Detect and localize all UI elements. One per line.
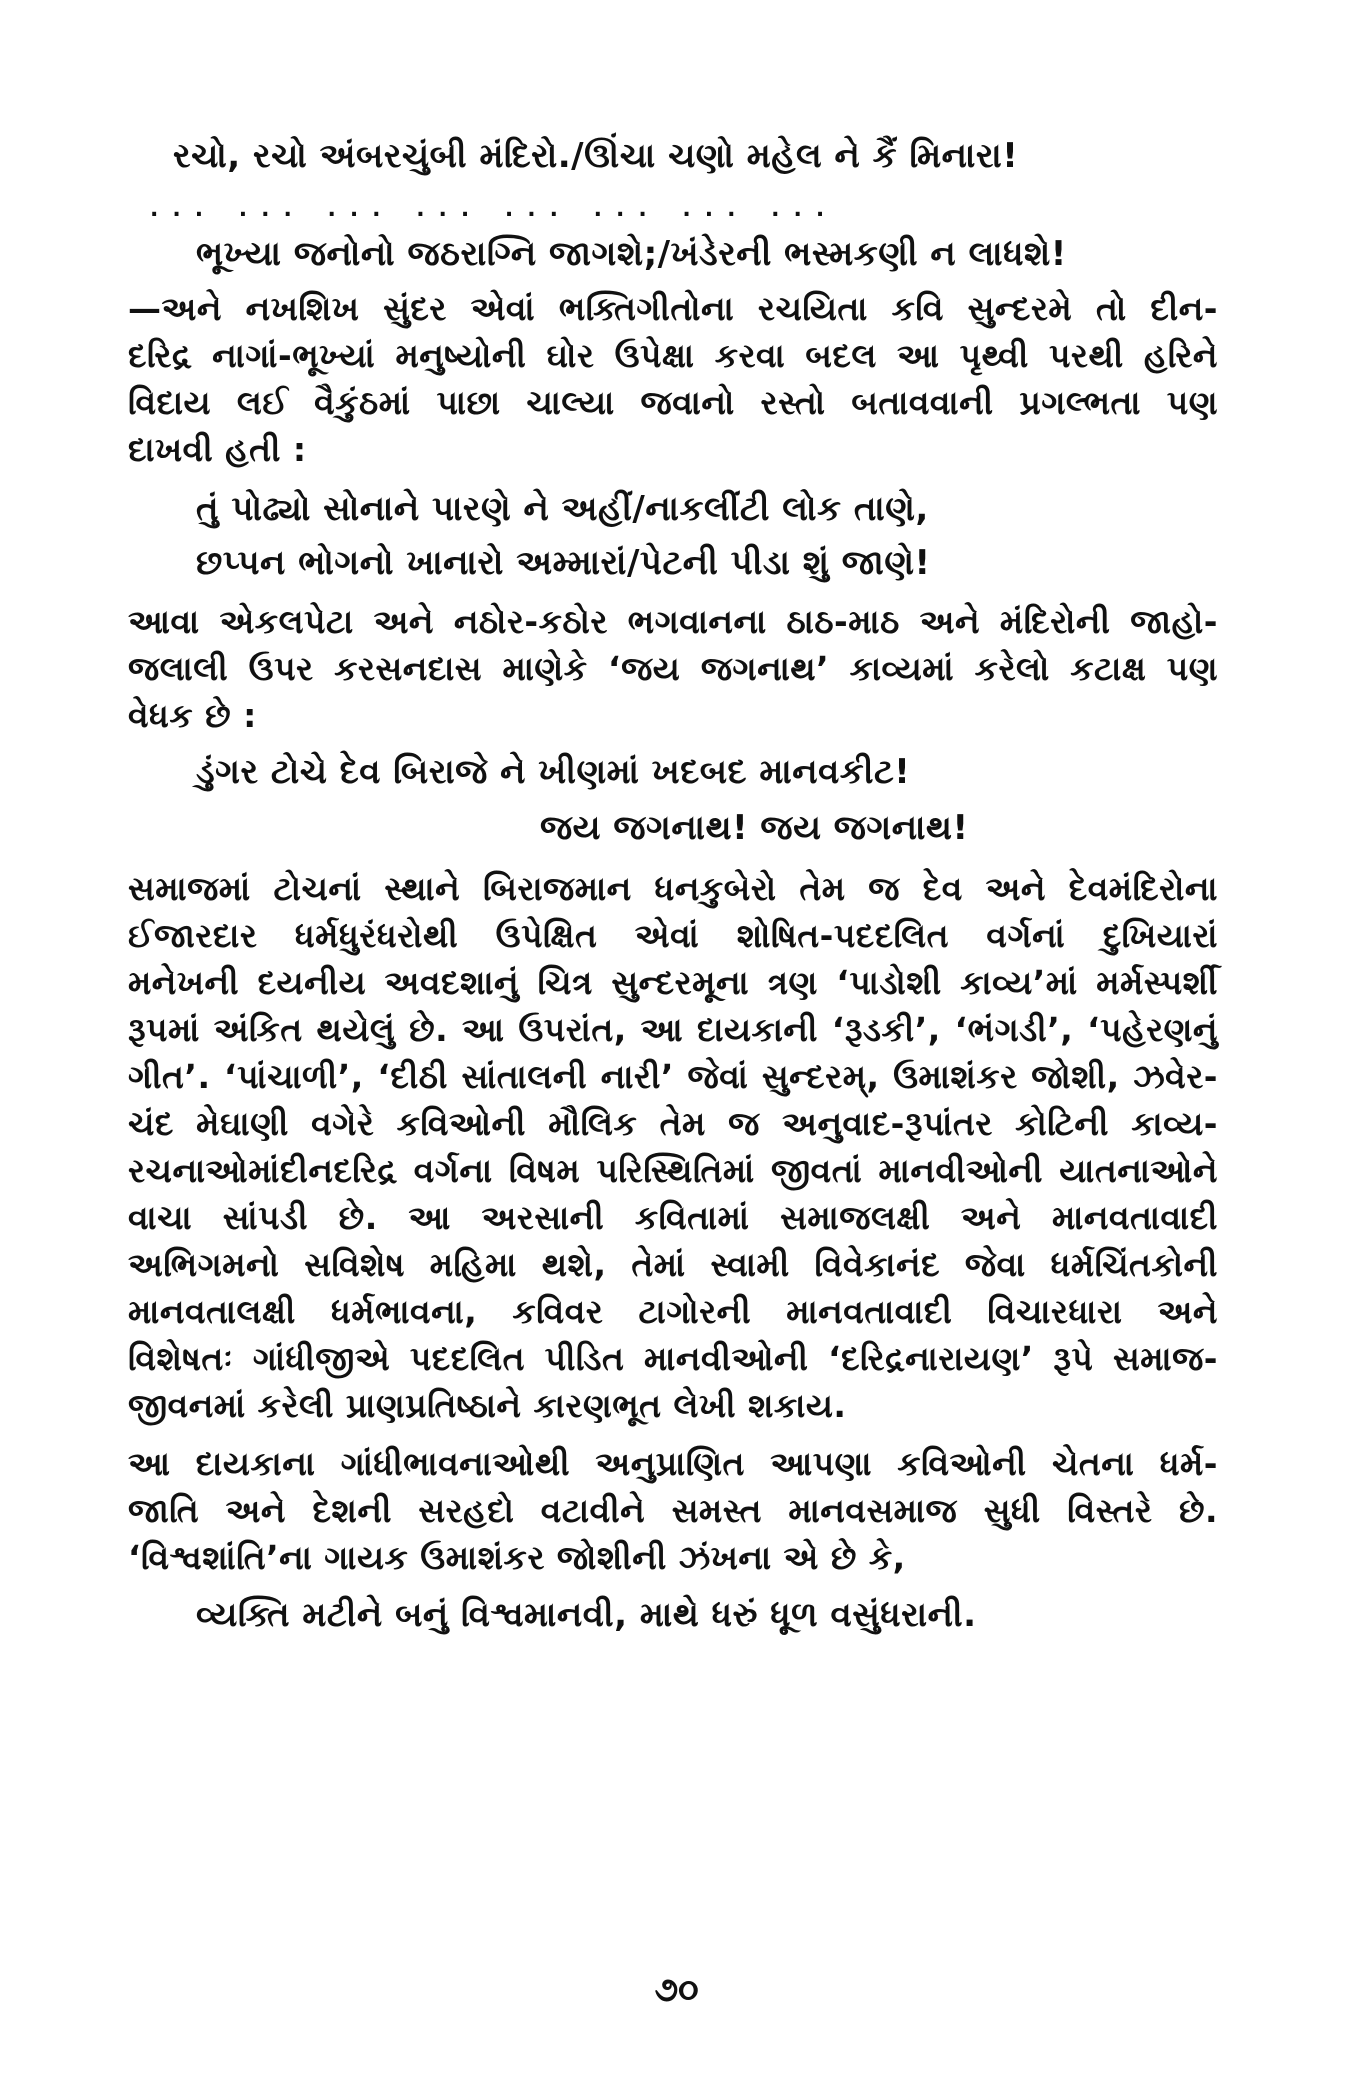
verse-line: તું પોઢ્યો સોનાને પારણે ને અહીં/નાકલીંટી લોક તાણે, (196, 489, 929, 529)
paragraph-line: જાતિ અને દેશની સરહદો વટાવીને સમસ્ત માનવસમાજ સુધી વિસ્તરે છે. (128, 1491, 1218, 1530)
paragraph-line: ‘વિશ્વશાંતિ’ના ગાયક ઉમાશંકર જોશીની ઝંખના એ છે કે, (128, 1538, 906, 1577)
paragraph-line: સમાજમાં ટોચનાં સ્થાને બિરાજમાન ધનકુબેરો તેમ જ દેવ અને દેવમંદિરોના (128, 869, 1218, 908)
verse-line: વ્યક્તિ મટીને બનું વિશ્વમાનવી, માથે ધરું ધૂળ વસુંધરાની. (196, 1595, 977, 1635)
verse-refrain: જય જગનાથ! જય જગનાથ! (540, 808, 969, 848)
verse-ellipsis: ... ... ... ... ... ... ... ... (150, 197, 839, 222)
paragraph-line: રચનાઓમાંદીનદરિદ્ર વર્ગના વિષમ પરિસ્થિતિમાં જીવતાં માનવીઓની યાતનાઓને (128, 1151, 1218, 1190)
paragraph-line: જીવનમાં કરેલી પ્રાણપ્રતિષ્ઠાને કારણભૂત લેખી શકાય. (128, 1386, 847, 1425)
paragraph-line: વાચા સાંપડી છે. આ અરસાની કવિતામાં સમાજલક્ષી અને માનવતાવાદી (128, 1198, 1218, 1237)
verse-line: છપ્પન ભોગનો ખાનારો અમ્મારાં/પેટની પીડા શું જાણે! (196, 543, 931, 583)
verse-line: ભૂખ્યા જનોનો જઠરાગ્નિ જાગશે;/ખંડેરની ભસ્મકણી ન લાધશે! (196, 234, 1067, 274)
paragraph-line: ચંદ મેઘાણી વગેરે કવિઓની મૌલિક તેમ જ અનુવાદ-રૂપાંતર કોટિની કાવ્ય- (128, 1104, 1218, 1143)
paragraph-line: વિદાય લઈ વૈકુંઠમાં પાછા ચાલ્યા જવાનો રસ્તો બતાવવાની પ્રગલ્ભતા પણ (128, 383, 1218, 422)
paragraph-line: આવા એકલપેટા અને નઠોર-કઠોર ભગવાનના ઠાઠ-માઠ અને મંદિરોની જાહો- (128, 602, 1218, 641)
paragraph-line: માનવતાલક્ષી ધર્મભાવના, કવિવર ટાગોરની માનવતાવાદી વિચારધારા અને (128, 1292, 1218, 1331)
paragraph-line: અભિગમનો સવિશેષ મહિમા થશે, તેમાં સ્વામી વિવેકાનંદ જેવા ધર્મચિંતકોની (128, 1245, 1218, 1284)
paragraph-line: —અને નખશિખ સુંદર એવાં ભક્તિગીતોના રચયિતા કવિ સુન્દરમે તો દીન- (128, 289, 1218, 328)
paragraph-line: દાખવી હતી : (128, 430, 307, 469)
paragraph-line: જલાલી ઉપર કરસનદાસ માણેકે ‘જય જગનાથ’ કાવ્યમાં કરેલો કટાક્ષ પણ (128, 649, 1218, 688)
paragraph-line: વેધક છે : (128, 696, 257, 735)
paragraph-line: રૂપમાં અંકિત થયેલું છે. આ ઉપરાંત, આ દાયકાની ‘રૂડકી’, ‘ભંગડી’, ‘પહેરણનું (128, 1010, 1218, 1049)
verse-line: ડુંગર ટોચે દેવ બિરાજે ને ખીણમાં ખદબદ માનવકીટ! (196, 752, 911, 792)
verse-line: રચો, રચો અંબરચુંબી મંદિરો./ઊંચા ચણો મહેલ ને કૈં મિનારા! (173, 136, 1019, 176)
paragraph-line: દરિદ્ર નાગાં-ભૂખ્યાં મનુષ્યોની ઘોર ઉપેક્ષા કરવા બદલ આ પૃથ્વી પરથી હરિને (128, 336, 1218, 375)
paragraph-line: આ દાયકાના ગાંધીભાવનાઓથી અનુપ્રાણિત આપણા કવિઓની ચેતના ધર્મ- (128, 1444, 1218, 1483)
paragraph-line: ગીત’. ‘પાંચાળી’, ‘દીઠી સાંતાલની નારી’ જેવાં સુન્દરમ્, ઉમાશંકર જોશી, ઝવેર- (128, 1057, 1218, 1096)
paragraph-line: મનેખની દયનીય અવદશાનું ચિત્ર સુન્દરમૂના ત્રણ ‘પાડોશી કાવ્ય’માં મર્મસ્પર્શી (128, 963, 1218, 1002)
paragraph-line: વિશેષતઃ ગાંધીજીએ પદદલિત પીડિત માનવીઓની ‘દરિદ્રનારાયણ’ રૂપે સમાજ- (128, 1339, 1218, 1378)
paragraph-line: ઈજારદાર ધર્મધુરંધરોથી ઉપેક્ષિત એવાં શોષિત-પદદલિત વર્ગનાં દુખિયારાં (128, 916, 1218, 955)
page-number: ૭૦ (654, 1970, 699, 2010)
